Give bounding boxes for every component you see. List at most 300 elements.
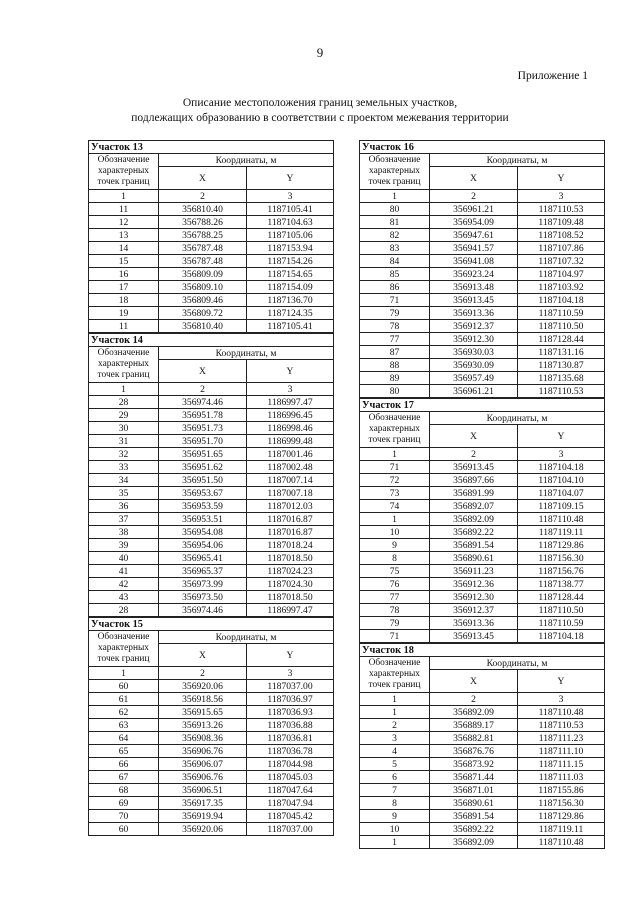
column-number: 3 — [518, 190, 605, 203]
y-coordinate: 1187110.53 — [518, 385, 605, 398]
x-coordinate: 356913.48 — [430, 281, 518, 294]
table-row — [360, 346, 605, 359]
y-coordinate: 1186996.45 — [247, 409, 334, 422]
y-coordinate: 1187108.52 — [518, 229, 605, 242]
table-row — [360, 333, 605, 346]
point-number: 3 — [360, 732, 430, 745]
column-number: 2 — [430, 693, 518, 706]
x-coordinate: 356889.17 — [430, 719, 518, 732]
point-number: 11 — [89, 203, 159, 216]
x-coordinate: 356930.09 — [430, 359, 518, 372]
table-row — [89, 474, 334, 487]
x-coordinate: 356941.57 — [430, 242, 518, 255]
x-coordinate: 356890.61 — [430, 797, 518, 810]
x-coordinate: 356809.10 — [159, 281, 247, 294]
left-column — [88, 140, 333, 836]
point-number: 17 — [89, 281, 159, 294]
point-number: 82 — [360, 229, 430, 242]
point-number: 73 — [360, 487, 430, 500]
table-row — [89, 526, 334, 539]
table-row — [360, 307, 605, 320]
x-coordinate: 356787.48 — [159, 255, 247, 268]
y-header: Y — [518, 167, 605, 190]
table-row — [360, 513, 605, 526]
y-coordinate: 1187036.97 — [247, 693, 334, 706]
x-coordinate: 356908.36 — [159, 732, 247, 745]
x-coordinate: 356941.08 — [430, 255, 518, 268]
x-coordinate: 356957.49 — [430, 372, 518, 385]
point-number: 60 — [89, 680, 159, 693]
y-coordinate: 1187156.30 — [518, 797, 605, 810]
x-header: X — [430, 425, 518, 448]
point-number: 77 — [360, 591, 430, 604]
table-row — [360, 500, 605, 513]
table-row — [360, 797, 605, 810]
table-row — [360, 539, 605, 552]
point-number: 6 — [360, 771, 430, 784]
table-row — [89, 784, 334, 797]
x-coordinate: 356871.44 — [430, 771, 518, 784]
table-row — [360, 836, 605, 849]
coordinates-header: Координаты, м — [430, 657, 605, 670]
y-coordinate: 1187107.32 — [518, 255, 605, 268]
y-coordinate: 1187036.78 — [247, 745, 334, 758]
point-number: 8 — [360, 797, 430, 810]
point-number: 86 — [360, 281, 430, 294]
y-coordinate: 1187119.11 — [518, 823, 605, 836]
y-coordinate: 1187154.26 — [247, 255, 334, 268]
table-row — [89, 435, 334, 448]
point-number: 38 — [89, 526, 159, 539]
point-number: 37 — [89, 513, 159, 526]
y-coordinate: 1187045.03 — [247, 771, 334, 784]
point-number: 1 — [360, 706, 430, 719]
x-coordinate: 356911.23 — [430, 565, 518, 578]
table-row — [89, 255, 334, 268]
point-designation-header: Обозначение характерных точек границ — [89, 347, 159, 383]
y-coordinate: 1187128.44 — [518, 333, 605, 346]
y-header: Y — [518, 670, 605, 693]
coordinates-header: Координаты, м — [159, 347, 334, 360]
point-number: 85 — [360, 268, 430, 281]
title-line-1: Описание местоположения границ земельных участков, — [182, 97, 458, 109]
table-row — [89, 320, 334, 333]
x-coordinate: 356973.99 — [159, 578, 247, 591]
x-coordinate: 356915.65 — [159, 706, 247, 719]
table-row — [89, 307, 334, 320]
y-coordinate: 1187109.15 — [518, 500, 605, 513]
column-number: 3 — [518, 448, 605, 461]
table-row — [89, 422, 334, 435]
y-coordinate: 1187104.07 — [518, 487, 605, 500]
section-title: Участок 17 — [360, 399, 605, 412]
x-coordinate: 356787.48 — [159, 242, 247, 255]
y-coordinate: 1187047.94 — [247, 797, 334, 810]
y-coordinate: 1187024.23 — [247, 565, 334, 578]
x-header: X — [159, 360, 247, 383]
table-row — [89, 268, 334, 281]
point-number: 79 — [360, 617, 430, 630]
x-coordinate: 356961.21 — [430, 203, 518, 216]
x-coordinate: 356892.22 — [430, 823, 518, 836]
x-coordinate: 356951.65 — [159, 448, 247, 461]
table-row — [89, 810, 334, 823]
point-number: 4 — [360, 745, 430, 758]
x-coordinate: 356890.61 — [430, 552, 518, 565]
x-coordinate: 356951.70 — [159, 435, 247, 448]
y-coordinate: 1187138.77 — [518, 578, 605, 591]
column-number: 1 — [360, 190, 430, 203]
y-coordinate: 1187154.65 — [247, 268, 334, 281]
table-row — [89, 591, 334, 604]
y-coordinate: 1187131.16 — [518, 346, 605, 359]
x-coordinate: 356891.99 — [430, 487, 518, 500]
y-coordinate: 1187155.86 — [518, 784, 605, 797]
y-coordinate: 1187047.64 — [247, 784, 334, 797]
table-row — [360, 784, 605, 797]
table-row — [360, 630, 605, 643]
point-number: 63 — [89, 719, 159, 732]
x-coordinate: 356974.46 — [159, 604, 247, 617]
table-row — [89, 487, 334, 500]
table-row — [360, 745, 605, 758]
section-title: Участок 13 — [89, 141, 334, 154]
x-coordinate: 356951.50 — [159, 474, 247, 487]
table-row — [89, 823, 334, 836]
column-number: 1 — [89, 383, 159, 396]
table-row — [360, 229, 605, 242]
point-number: 28 — [89, 604, 159, 617]
y-coordinate: 1187153.94 — [247, 242, 334, 255]
point-number: 72 — [360, 474, 430, 487]
table-row — [360, 706, 605, 719]
point-designation-header: Обозначение характерных точек границ — [89, 154, 159, 190]
y-coordinate: 1187119.11 — [518, 526, 605, 539]
y-coordinate: 1187109.48 — [518, 216, 605, 229]
y-coordinate: 1187103.92 — [518, 281, 605, 294]
y-coordinate: 1187036.88 — [247, 719, 334, 732]
y-coordinate: 1187012.03 — [247, 500, 334, 513]
section-table — [88, 617, 334, 836]
section-title: Участок 15 — [89, 618, 334, 631]
coordinates-header: Координаты, м — [430, 154, 605, 167]
y-coordinate: 1187105.41 — [247, 203, 334, 216]
y-coordinate: 1187016.87 — [247, 526, 334, 539]
table-row — [89, 797, 334, 810]
y-coordinate: 1187016.87 — [247, 513, 334, 526]
point-number: 19 — [89, 307, 159, 320]
x-coordinate: 356917.35 — [159, 797, 247, 810]
point-number: 39 — [89, 539, 159, 552]
x-coordinate: 356891.54 — [430, 810, 518, 823]
point-number: 84 — [360, 255, 430, 268]
point-number: 1 — [360, 513, 430, 526]
x-coordinate: 356892.07 — [430, 500, 518, 513]
x-coordinate: 356892.22 — [430, 526, 518, 539]
point-number: 78 — [360, 320, 430, 333]
y-coordinate: 1187110.48 — [518, 513, 605, 526]
y-coordinate: 1187130.87 — [518, 359, 605, 372]
x-coordinate: 356954.08 — [159, 526, 247, 539]
y-coordinate: 1187105.41 — [247, 320, 334, 333]
x-coordinate: 356788.25 — [159, 229, 247, 242]
y-header: Y — [518, 425, 605, 448]
document-title — [0, 96, 640, 126]
table-row — [360, 242, 605, 255]
x-coordinate: 356891.54 — [430, 539, 518, 552]
table-row — [89, 216, 334, 229]
point-number: 67 — [89, 771, 159, 784]
table-row — [360, 320, 605, 333]
page-number: 9 — [316, 45, 324, 60]
y-coordinate: 1187111.23 — [518, 732, 605, 745]
title-line-2: подлежащих образованию в соответствии с проектом межевания территории — [131, 112, 509, 124]
x-coordinate: 356871.01 — [430, 784, 518, 797]
point-number: 75 — [360, 565, 430, 578]
point-number: 83 — [360, 242, 430, 255]
point-number: 9 — [360, 810, 430, 823]
y-coordinate: 1187156.76 — [518, 565, 605, 578]
point-designation-header: Обозначение характерных точек границ — [360, 154, 430, 190]
table-row — [360, 810, 605, 823]
coordinates-header: Координаты, м — [159, 631, 334, 644]
point-number: 12 — [89, 216, 159, 229]
y-coordinate: 1187036.93 — [247, 706, 334, 719]
x-coordinate: 356892.09 — [430, 513, 518, 526]
point-number: 42 — [89, 578, 159, 591]
coordinates-header: Координаты, м — [159, 154, 334, 167]
y-coordinate: 1187045.42 — [247, 810, 334, 823]
point-number: 81 — [360, 216, 430, 229]
y-coordinate: 1187001.46 — [247, 448, 334, 461]
y-coordinate: 1187124.35 — [247, 307, 334, 320]
x-coordinate: 356913.36 — [430, 307, 518, 320]
table-row — [89, 565, 334, 578]
point-number: 43 — [89, 591, 159, 604]
y-coordinate: 1187136.70 — [247, 294, 334, 307]
table-row — [89, 461, 334, 474]
y-coordinate: 1187128.44 — [518, 591, 605, 604]
x-coordinate: 356892.09 — [430, 706, 518, 719]
x-coordinate: 356965.37 — [159, 565, 247, 578]
section-title: Участок 16 — [360, 141, 605, 154]
point-number: 80 — [360, 203, 430, 216]
x-coordinate: 356913.26 — [159, 719, 247, 732]
x-header: X — [159, 167, 247, 190]
coordinates-header: Координаты, м — [430, 412, 605, 425]
table-row — [360, 294, 605, 307]
x-coordinate: 356809.09 — [159, 268, 247, 281]
x-coordinate: 356873.92 — [430, 758, 518, 771]
point-number: 10 — [360, 823, 430, 836]
point-number: 61 — [89, 693, 159, 706]
x-coordinate: 356951.78 — [159, 409, 247, 422]
table-row — [360, 203, 605, 216]
point-number: 71 — [360, 294, 430, 307]
x-coordinate: 356947.61 — [430, 229, 518, 242]
x-coordinate: 356923.24 — [430, 268, 518, 281]
table-row — [89, 771, 334, 784]
section-table — [88, 140, 334, 333]
table-row — [360, 474, 605, 487]
table-row — [360, 461, 605, 474]
table-row — [89, 281, 334, 294]
y-coordinate: 1186998.46 — [247, 422, 334, 435]
y-coordinate: 1187018.50 — [247, 552, 334, 565]
y-coordinate: 1187104.10 — [518, 474, 605, 487]
x-coordinate: 356913.45 — [430, 630, 518, 643]
y-coordinate: 1187110.53 — [518, 719, 605, 732]
table-row — [360, 281, 605, 294]
x-coordinate: 356906.07 — [159, 758, 247, 771]
point-number: 28 — [89, 396, 159, 409]
point-designation-header: Обозначение характерных точек границ — [360, 657, 430, 693]
x-coordinate: 356912.36 — [430, 578, 518, 591]
point-number: 18 — [89, 294, 159, 307]
y-coordinate: 1187036.81 — [247, 732, 334, 745]
appendix-label: Приложение 1 — [517, 70, 588, 82]
column-number: 1 — [89, 667, 159, 680]
point-number: 34 — [89, 474, 159, 487]
point-number: 14 — [89, 242, 159, 255]
table-row — [89, 539, 334, 552]
x-header: X — [159, 644, 247, 667]
y-coordinate: 1187037.00 — [247, 680, 334, 693]
table-row — [360, 604, 605, 617]
column-number: 3 — [518, 693, 605, 706]
point-number: 65 — [89, 745, 159, 758]
point-number: 71 — [360, 630, 430, 643]
point-number: 40 — [89, 552, 159, 565]
x-coordinate: 356961.21 — [430, 385, 518, 398]
table-row — [89, 396, 334, 409]
point-number: 68 — [89, 784, 159, 797]
point-number: 77 — [360, 333, 430, 346]
y-coordinate: 1186999.48 — [247, 435, 334, 448]
y-coordinate: 1187110.48 — [518, 706, 605, 719]
y-coordinate: 1187107.86 — [518, 242, 605, 255]
point-number: 8 — [360, 552, 430, 565]
x-coordinate: 356913.36 — [430, 617, 518, 630]
point-number: 32 — [89, 448, 159, 461]
point-number: 79 — [360, 307, 430, 320]
y-coordinate: 1187104.97 — [518, 268, 605, 281]
table-row — [89, 513, 334, 526]
column-number: 2 — [159, 190, 247, 203]
table-row — [89, 294, 334, 307]
x-coordinate: 356973.50 — [159, 591, 247, 604]
point-number: 60 — [89, 823, 159, 836]
y-coordinate: 1187110.50 — [518, 604, 605, 617]
table-row — [89, 706, 334, 719]
y-header: Y — [247, 644, 334, 667]
x-coordinate: 356918.56 — [159, 693, 247, 706]
section-table — [359, 398, 605, 643]
right-column — [359, 140, 604, 849]
table-row — [360, 255, 605, 268]
y-coordinate: 1187044.98 — [247, 758, 334, 771]
table-row — [360, 617, 605, 630]
table-row — [360, 758, 605, 771]
y-coordinate: 1187110.48 — [518, 836, 605, 849]
x-coordinate: 356788.26 — [159, 216, 247, 229]
y-coordinate: 1187110.59 — [518, 617, 605, 630]
x-coordinate: 356882.81 — [430, 732, 518, 745]
y-coordinate: 1187111.10 — [518, 745, 605, 758]
x-coordinate: 356954.06 — [159, 539, 247, 552]
x-coordinate: 356920.06 — [159, 823, 247, 836]
y-coordinate: 1187111.03 — [518, 771, 605, 784]
y-coordinate: 1187154.09 — [247, 281, 334, 294]
table-row — [360, 578, 605, 591]
x-coordinate: 356951.62 — [159, 461, 247, 474]
point-number: 35 — [89, 487, 159, 500]
table-row — [89, 719, 334, 732]
y-coordinate: 1187104.18 — [518, 461, 605, 474]
point-number: 16 — [89, 268, 159, 281]
x-coordinate: 356974.46 — [159, 396, 247, 409]
point-number: 7 — [360, 784, 430, 797]
point-number: 64 — [89, 732, 159, 745]
section-table — [359, 643, 605, 849]
point-number: 88 — [360, 359, 430, 372]
table-row — [89, 448, 334, 461]
point-number: 78 — [360, 604, 430, 617]
table-row — [89, 680, 334, 693]
table-row — [89, 693, 334, 706]
table-row — [360, 565, 605, 578]
point-number: 5 — [360, 758, 430, 771]
section-table — [359, 140, 605, 398]
point-number: 70 — [89, 810, 159, 823]
table-row — [89, 732, 334, 745]
y-coordinate: 1187104.63 — [247, 216, 334, 229]
point-number: 9 — [360, 539, 430, 552]
table-row — [360, 268, 605, 281]
point-number: 71 — [360, 461, 430, 474]
y-coordinate: 1187024.30 — [247, 578, 334, 591]
point-number: 30 — [89, 422, 159, 435]
point-number: 31 — [89, 435, 159, 448]
table-row — [89, 409, 334, 422]
point-number: 69 — [89, 797, 159, 810]
x-coordinate: 356954.09 — [430, 216, 518, 229]
table-row — [89, 758, 334, 771]
x-header: X — [430, 167, 518, 190]
x-coordinate: 356906.76 — [159, 771, 247, 784]
x-header: X — [430, 670, 518, 693]
x-coordinate: 356809.46 — [159, 294, 247, 307]
x-coordinate: 356906.76 — [159, 745, 247, 758]
section-title: Участок 14 — [89, 334, 334, 347]
y-coordinate: 1187111.15 — [518, 758, 605, 771]
x-coordinate: 356912.30 — [430, 591, 518, 604]
column-number: 2 — [159, 667, 247, 680]
table-row — [360, 823, 605, 836]
y-coordinate: 1187007.18 — [247, 487, 334, 500]
x-coordinate: 356930.03 — [430, 346, 518, 359]
x-coordinate: 356913.45 — [430, 294, 518, 307]
x-coordinate: 356809.72 — [159, 307, 247, 320]
table-row — [360, 732, 605, 745]
table-row — [360, 216, 605, 229]
table-row — [89, 229, 334, 242]
point-number: 29 — [89, 409, 159, 422]
x-coordinate: 356965.41 — [159, 552, 247, 565]
y-coordinate: 1187110.50 — [518, 320, 605, 333]
point-number: 11 — [89, 320, 159, 333]
section-title: Участок 18 — [360, 644, 605, 657]
